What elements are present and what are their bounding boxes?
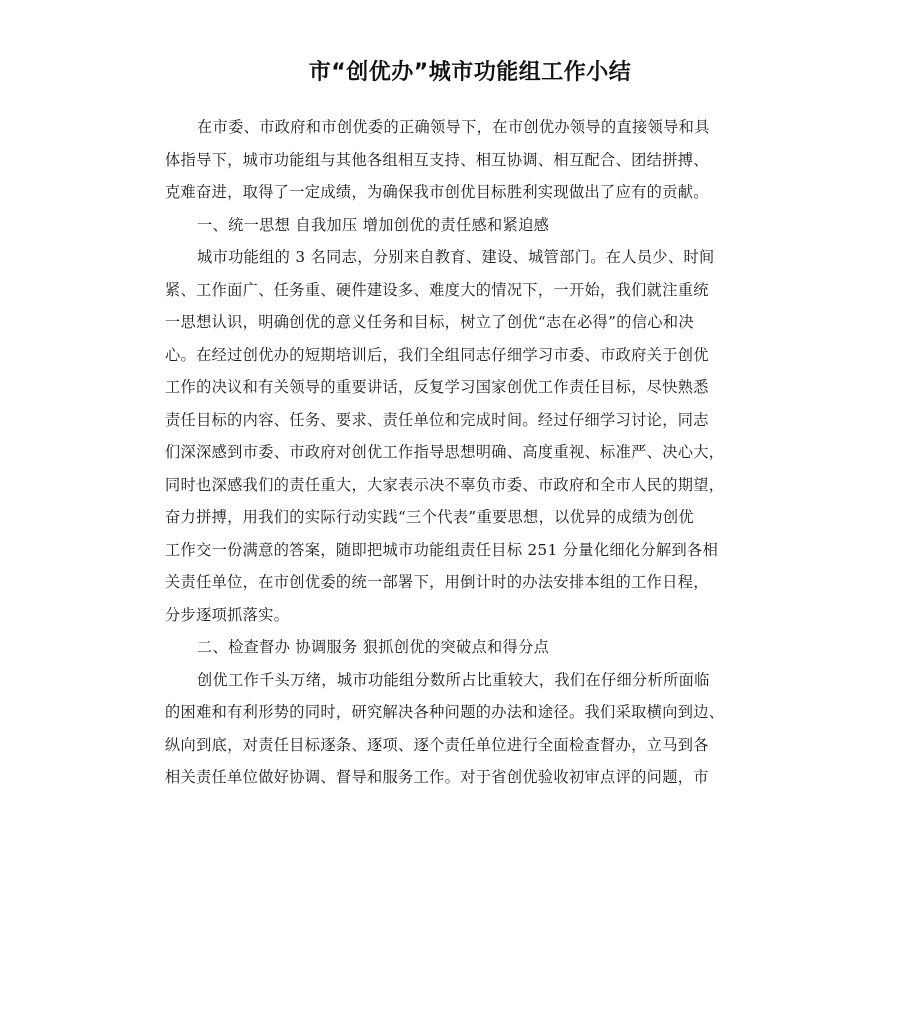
- paragraph-line: 们深深感到市委、市政府对创优工作指导思想明确、高度重视、标准严、决心大，: [165, 443, 725, 461]
- paragraph-line: 的困难和有利形势的同时，研究解决各种问题的办法和途径。我们采取横向到边、: [165, 703, 725, 721]
- paragraph-line: 关责任单位，在市创优委的统一部署下，用倒计时的办法安排本组的工作日程，: [165, 573, 709, 591]
- document-title: 市“创优办”城市功能组工作小结: [308, 60, 632, 85]
- paragraph-first-line: 在市委、市政府和市创优委的正确领导下，在市创优办领导的直接领导和具: [197, 118, 710, 136]
- paragraph-first-line: 城市功能组的 3 名同志，分别来自教育、建设、城管部门。在人员少、时间: [197, 248, 715, 266]
- paragraph-line: 体指导下，城市功能组与其他各组相互支持、相互协调、相互配合、团结拼搏、: [165, 150, 709, 169]
- paragraph-line: 紧、工作面广、任务重、硬件建设多、难度大的情况下，一开始，我们就注重统: [165, 280, 709, 299]
- paragraph-line: 纵向到底，对责任目标逐条、逐项、逐个责任单位进行全面检查督办，立马到各: [165, 735, 709, 754]
- paragraph-line: 工作的决议和有关领导的重要讲话，反复学习国家创优工作责任目标，尽快熟悉: [165, 378, 709, 396]
- paragraph-first-line: 二、检查督办 协调服务 狠抓创优的突破点和得分点: [197, 638, 550, 656]
- paragraph-first-line: 一、统一思想 自我加压 增加创优的责任感和紧迫感: [197, 215, 550, 234]
- paragraph-line: 克难奋进，取得了一定成绩，为确保我市创优目标胜利实现做出了应有的贡献。: [165, 183, 709, 201]
- document-body: [165, 111, 757, 794]
- paragraph-line: 一思想认识，明确创优的意义任务和目标，树立了创优“志在必得”的信心和决: [165, 313, 694, 331]
- paragraph-line: 相关责任单位做好协调、督导和服务工作。对于省创优验收初审点评的问题，市: [165, 768, 709, 786]
- paragraph-first-line: 创优工作千头万绪，城市功能组分数所占比重较大，我们在仔细分析所面临: [197, 670, 710, 689]
- paragraph-line: 责任目标的内容、任务、要求、责任单位和完成时间。经过仔细学习讨论，同志: [165, 410, 709, 429]
- paragraph-line: 同时也深感我们的责任重大，大家表示决不辜负市委、市政府和全市人民的期望，: [165, 475, 725, 494]
- paragraph-line: 工作交一份满意的答案，随即把城市功能组责任目标 251 分量化细化分解到各相: [165, 540, 719, 559]
- paragraph-line: 心。在经过创优办的短期培训后，我们全组同志仔细学习市委、市政府关于创优: [165, 345, 709, 364]
- paragraph-line: 奋力拼搏，用我们的实际行动实践“三个代表”重要思想，以优异的成绩为创优: [165, 508, 694, 526]
- paragraph-line: 分步逐项抓落实。: [165, 605, 290, 624]
